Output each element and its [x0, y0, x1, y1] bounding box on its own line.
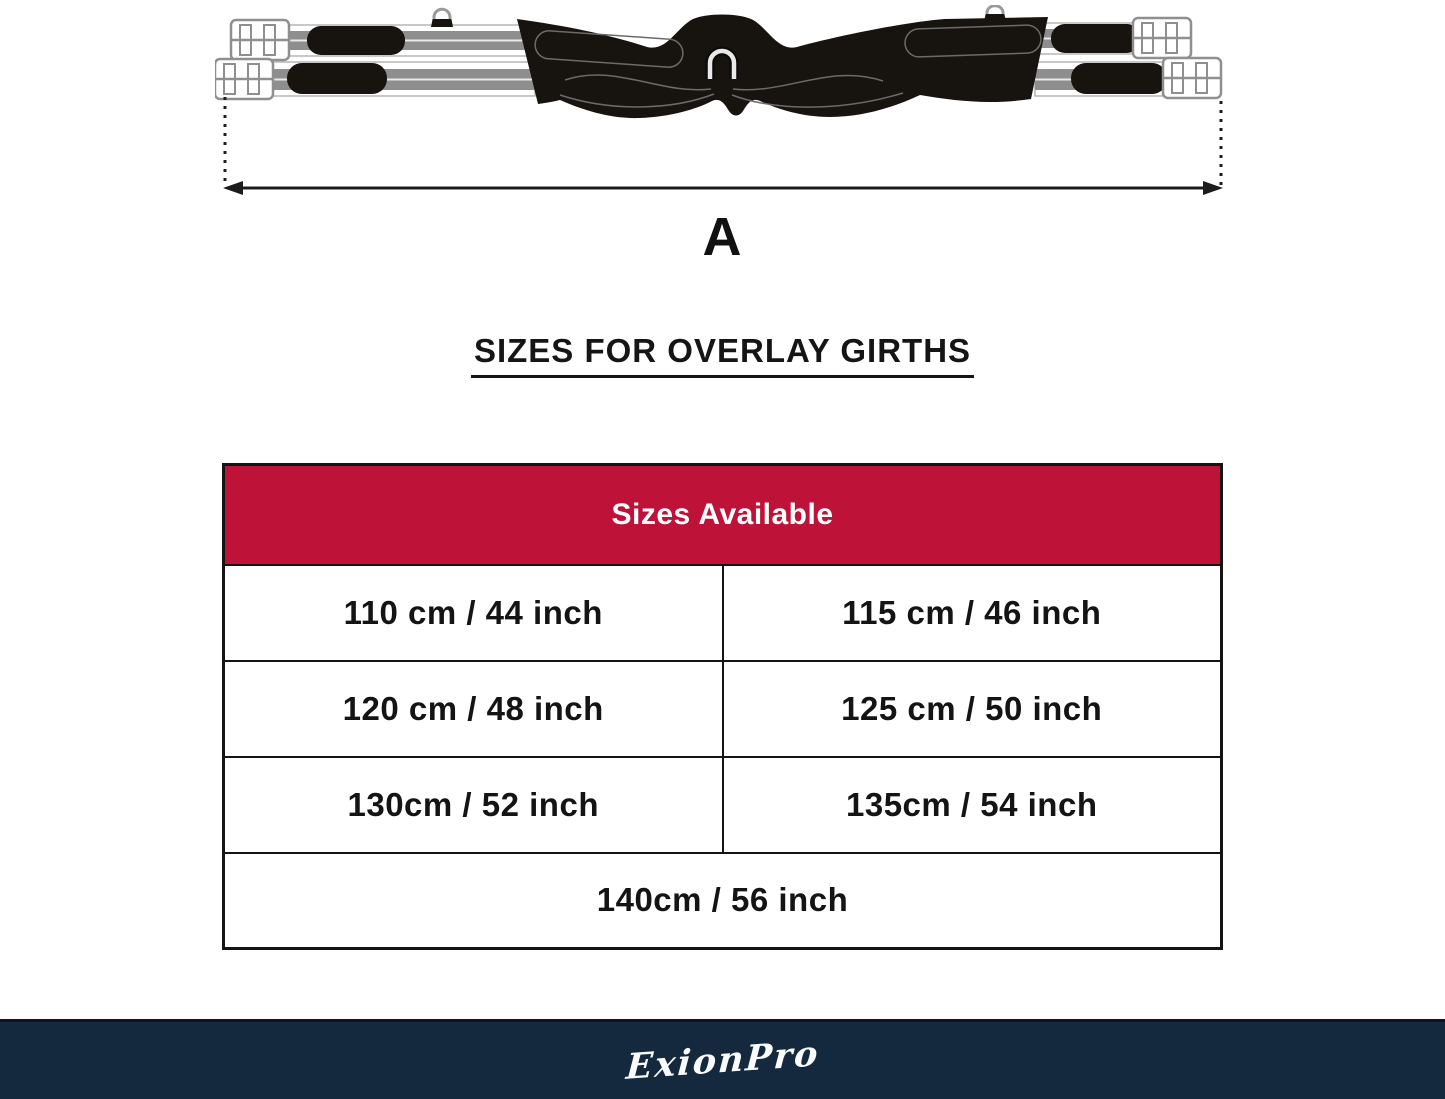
sizes-table: [222, 463, 1223, 950]
dimension-arrow: [223, 97, 1223, 195]
table-row: [224, 661, 1222, 757]
table-row: [224, 565, 1222, 661]
table-row: [224, 757, 1222, 853]
dimension-label: A: [702, 207, 742, 265]
table-header-row: [224, 465, 1222, 565]
strap-keeper: [1051, 24, 1141, 53]
brand-logo: ExionPro: [624, 1033, 821, 1088]
page-title: SIZES FOR OVERLAY GIRTHS: [471, 332, 974, 378]
size-cell: 120 cm / 48 inch: [224, 661, 723, 757]
strap-keeper: [307, 26, 405, 55]
strap-keeper: [287, 63, 387, 94]
buckle-icon: [215, 59, 273, 99]
size-cell: 125 cm / 50 inch: [723, 661, 1222, 757]
girth-diagram: [215, 5, 1230, 265]
table-header: Sizes Available: [224, 465, 1222, 565]
size-cell-full: 140cm / 56 inch: [224, 853, 1222, 949]
girth-body: [517, 15, 1048, 119]
size-cell: 135cm / 54 inch: [723, 757, 1222, 853]
buckle-icon: [1133, 18, 1191, 58]
section-title-wrap: [0, 332, 1445, 378]
table-row: [224, 853, 1222, 949]
buckle-icon: [231, 20, 289, 60]
size-cell: 130cm / 52 inch: [224, 757, 723, 853]
strap-keeper: [1071, 63, 1167, 94]
footer-bar: [0, 1019, 1445, 1099]
size-cell: 110 cm / 44 inch: [224, 565, 723, 661]
buckle-icon: [1163, 58, 1221, 98]
size-cell: 115 cm / 46 inch: [723, 565, 1222, 661]
